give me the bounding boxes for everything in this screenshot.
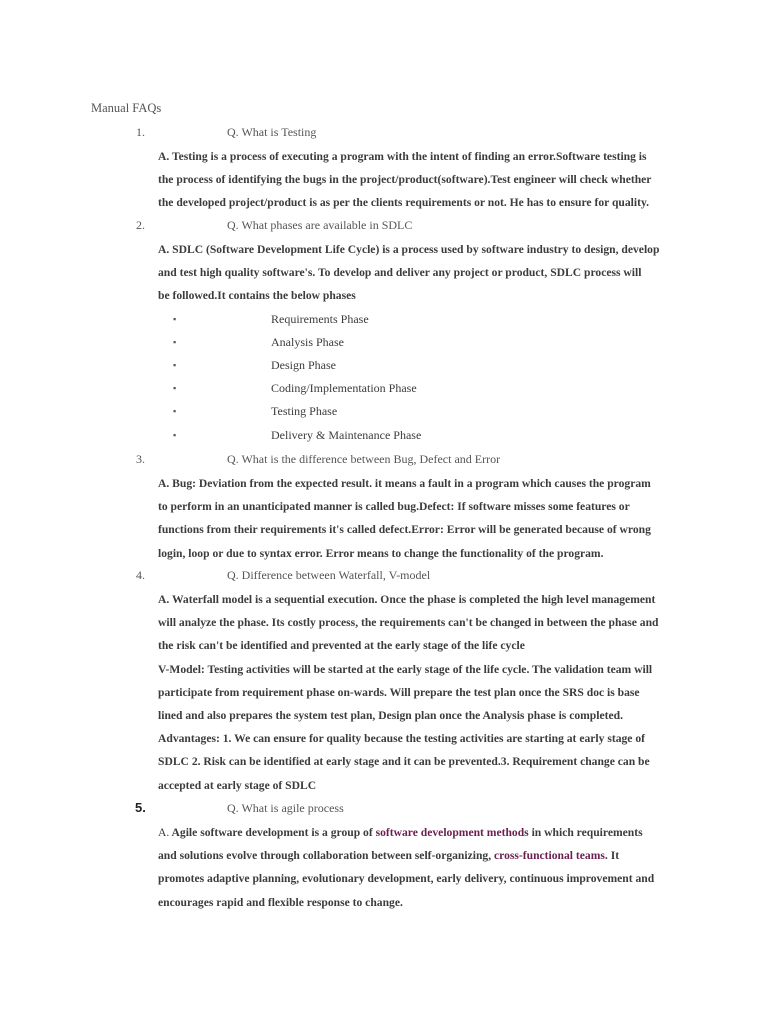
cross-functional-teams-link[interactable]: cross-functional teams (494, 849, 605, 863)
answer-text: s in which requirements (524, 826, 643, 839)
software-development-method-link[interactable]: software development method (375, 826, 525, 839)
answer-prefix: A. (158, 826, 170, 839)
answer-line: A. SDLC (Software Development Life Cycle) is a process used by software industry to design, develop (158, 243, 660, 256)
answer-3 (158, 472, 683, 565)
answer-line: promotes adaptive planning, evolutionary development, early delivery, continuous improvement and (158, 872, 655, 886)
answer-line: V-Model: Testing activities will be started at the early stage of the life cycle. The validation team will (158, 662, 653, 676)
answer-line: A. Bug: Deviation from the expected result. it means a fault in a program which causes the program (158, 477, 651, 490)
answer-line: be followed.It contains the below phases (158, 289, 356, 303)
answer-line: lined and also prepares the system test plan, Design plan once the Analysis phase is completed. (158, 709, 623, 723)
question-4-number: 4. (136, 568, 145, 582)
answer-line: encourages rapid and flexible response to change. (158, 895, 403, 909)
bullet-icon: ▪ (173, 383, 177, 393)
phase-item: Analysis Phase (271, 335, 344, 349)
question-3-number: 3. (136, 452, 145, 466)
answer-line: the process of identifying the bugs in the project/product(software).Test engineer will check whether (158, 173, 652, 187)
question-5-number: 5. (135, 800, 146, 815)
phase-item: Design Phase (271, 358, 336, 372)
document-title: Manual FAQs (91, 101, 162, 115)
answer-line: the developed project/product is as per the clients requirements or not. He has to ensure for quality. (158, 196, 650, 210)
phase-item: Requirements Phase (271, 312, 369, 326)
phase-item: Testing Phase (271, 404, 338, 418)
phase-item: Delivery & Maintenance Phase (271, 428, 422, 442)
answer-line: SDLC 2. Risk can be identified at early stage and it can be prevented.3. Requirement change can be (158, 755, 650, 769)
bullet-icon: ▪ (173, 430, 177, 440)
bullet-icon: ▪ (173, 406, 177, 416)
phase-item: Coding/Implementation Phase (271, 381, 417, 395)
question-5-text: Q. What is agile process (227, 801, 344, 815)
question-4-text: Q. Difference between Waterfall, V-model (227, 568, 431, 582)
question-1-number: 1. (136, 125, 145, 139)
answer-5 (158, 821, 683, 914)
answer-line (158, 821, 683, 844)
bullet-icon: ▪ (173, 337, 177, 347)
answer-line: to perform in an unanticipated manner is called bug.Defect: If software misses some features or (158, 500, 630, 514)
answer-2 (158, 238, 683, 308)
answer-line: accepted at early stage of SDLC (158, 778, 317, 792)
answer-4 (158, 588, 683, 797)
bullet-icon: ▪ (173, 314, 177, 324)
question-2-number: 2. (136, 218, 145, 232)
answer-line: will analyze the phase. Its costly process, the requirements can't be changed in between the phase and (158, 616, 659, 630)
answer-text: . It (604, 849, 620, 863)
answer-line: the risk can't be identified and prevented at the early stage of the life cycle (158, 639, 525, 653)
answer-line: Advantages: 1. We can ensure for quality because the testing activities are starting at early stage of (158, 732, 645, 746)
answer-1 (158, 145, 683, 215)
answer-line: login, loop or due to syntax error. Error means to change the functionality of the program. (158, 546, 604, 560)
answer-line: functions from their requirements it's called defect.Error: Error will be generated because of wrong (158, 523, 651, 537)
answer-text: Agile software development is a group of (169, 826, 376, 839)
question-1-text: Q. What is Testing (227, 125, 317, 139)
bullet-icon: ▪ (173, 360, 177, 370)
answer-line: A. Testing is a process of executing a program with the intent of finding an error.Software testing is (158, 150, 647, 163)
answer-line: A. Waterfall model is a sequential execution. Once the phase is completed the high level management (158, 593, 656, 606)
question-2-text: Q. What phases are available in SDLC (227, 218, 413, 232)
answer-text: and solutions evolve through collaboration between self-organizing, (158, 849, 495, 863)
answer-line: participate from requirement phase on-wards. Will prepare the test plan once the SRS doc is base (158, 685, 640, 699)
question-3-text: Q. What is the difference between Bug, Defect and Error (227, 452, 501, 466)
answer-line (158, 844, 683, 867)
answer-line: and test high quality software's. To develop and deliver any project or product, SDLC process will (158, 266, 642, 280)
